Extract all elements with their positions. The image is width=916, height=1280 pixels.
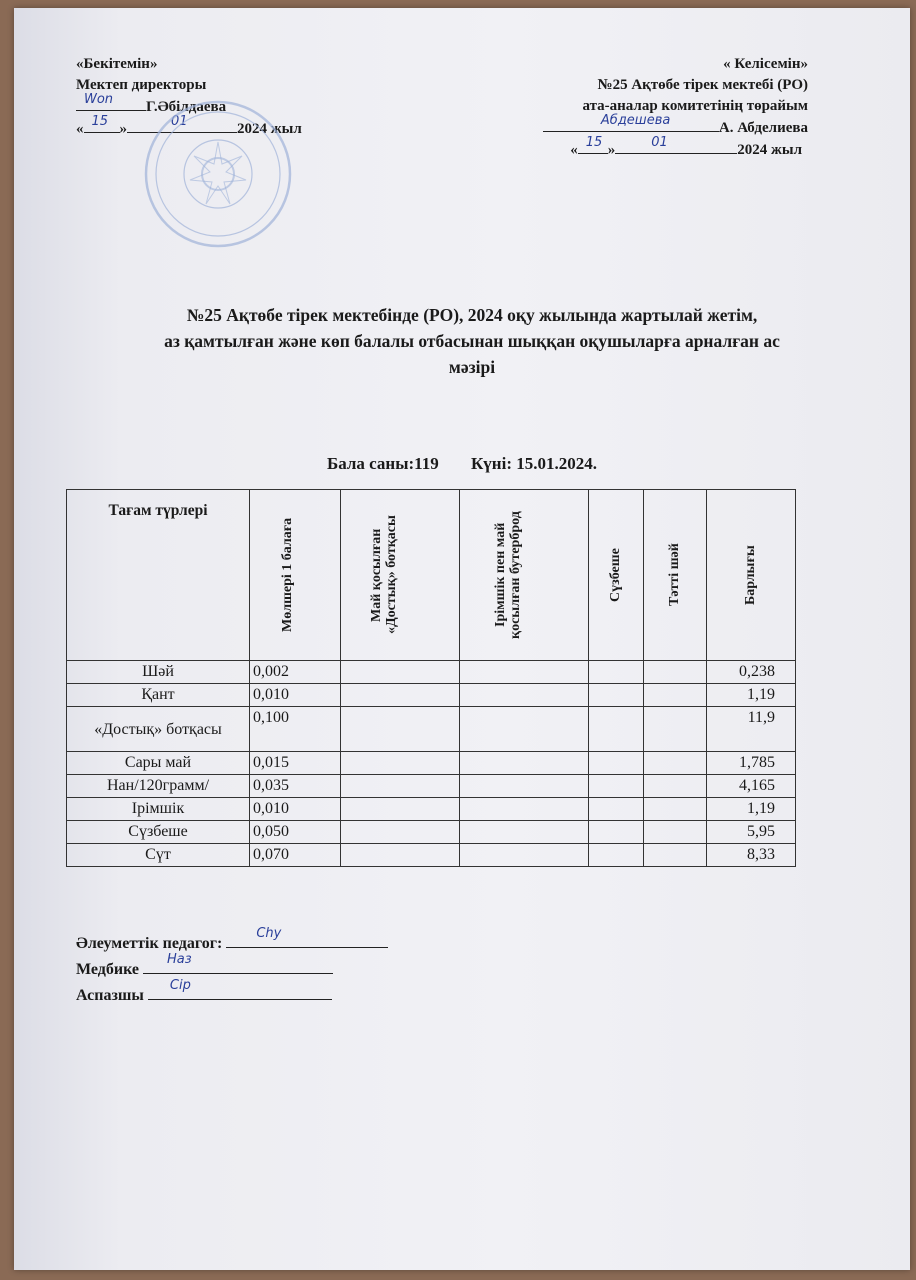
table-cell: [644, 661, 707, 684]
approval-month: 01: [171, 114, 188, 129]
table-cell: 0,238: [707, 661, 796, 684]
table-cell: [644, 844, 707, 867]
table-cell: 0,035: [250, 775, 341, 798]
table-row: [67, 684, 796, 707]
table-header-row: [67, 490, 796, 661]
table-cell: Сүт: [67, 844, 250, 867]
table-cell: Ірімшік: [67, 798, 250, 821]
table-cell: Сары май: [67, 752, 250, 775]
document-title: №25 Ақтөбе тірек мектебінде (РО), 2024 оқу жылында жартылай жетім, аз қамтылған және көп балалы отбасынан шыққан оқушыларға арналған ас мәзірі: [164, 305, 780, 377]
document-page: [14, 8, 910, 1270]
approval-heading: «Бекітемін»: [76, 56, 158, 72]
table-cell: [589, 661, 644, 684]
table-cell: [589, 821, 644, 844]
table-row: [67, 821, 796, 844]
table-cell: Нан/120грамм/: [67, 775, 250, 798]
column-header-sandwich: Ірімшік пен май қосылған бутерброд: [460, 490, 589, 661]
agreement-date: « 15 » 01 2024 жыл: [543, 139, 802, 161]
table-cell: [644, 707, 707, 752]
table-cell: [341, 684, 460, 707]
agreement-school: №25 Ақтөбе тірек мектебі (РО): [597, 77, 808, 93]
table-cell: [341, 844, 460, 867]
menu-table: [66, 489, 796, 867]
table-row: [67, 775, 796, 798]
table-cell: [460, 661, 589, 684]
table-cell: [341, 775, 460, 798]
table-cell: 11,9: [707, 707, 796, 752]
table-cell: 1,19: [707, 798, 796, 821]
nurse-signature-line: Медбике Наз: [76, 957, 388, 983]
column-header-sweet-tea: Тәтті шәй: [644, 490, 707, 661]
nurse-signature: Наз: [167, 952, 192, 967]
table-cell: [589, 684, 644, 707]
table-cell: 0,070: [250, 844, 341, 867]
approval-year: 2024 жыл: [237, 121, 302, 137]
signature-blank: [76, 92, 146, 111]
table-cell: [460, 775, 589, 798]
table-cell: [644, 821, 707, 844]
table-cell: [589, 707, 644, 752]
signature-blank: [543, 113, 719, 132]
table-row: [67, 707, 796, 752]
committee-signature: Абдешева: [600, 113, 671, 128]
table-cell: [341, 821, 460, 844]
menu-meta: [14, 454, 910, 474]
pedagogue-signature-line: Әлеуметтік педагог: Chy: [76, 931, 388, 957]
table-cell: 0,050: [250, 821, 341, 844]
director-signature: Won: [84, 92, 114, 107]
table-row: [67, 661, 796, 684]
table-cell: 0,010: [250, 798, 341, 821]
agreement-signature-line: [543, 113, 808, 139]
approval-date: « 15 » 01 2024 жыл: [76, 118, 302, 140]
table-cell: [341, 661, 460, 684]
agreement-block: [543, 54, 808, 161]
column-header-food: Тағам түрлері: [67, 490, 250, 661]
table-row: [67, 752, 796, 775]
cook-signature: Сір: [169, 978, 191, 993]
table-row: [67, 798, 796, 821]
table-cell: «Достық» ботқасы: [67, 707, 250, 752]
table-cell: [460, 684, 589, 707]
pedagogue-signature: Chy: [256, 926, 282, 941]
approval-day: 15: [91, 114, 109, 129]
table-cell: [589, 775, 644, 798]
table-cell: [460, 752, 589, 775]
table-cell: [644, 798, 707, 821]
table-cell: 0,002: [250, 661, 341, 684]
table-cell: [460, 798, 589, 821]
column-header-amount: Мөлшері 1 балаға: [250, 490, 341, 661]
table-cell: 8,33: [707, 844, 796, 867]
table-cell: [644, 752, 707, 775]
table-cell: 1,19: [707, 684, 796, 707]
table-cell: 1,785: [707, 752, 796, 775]
agreement-day: 15: [585, 135, 603, 150]
official-stamp-icon: [142, 98, 294, 250]
table-cell: Сүзбеше: [67, 821, 250, 844]
column-header-syrniki: Сүзбеше: [589, 490, 644, 661]
agreement-position: ата-аналар комитетінің төрайым: [582, 98, 808, 114]
table-cell: [341, 752, 460, 775]
table-cell: [341, 798, 460, 821]
table-cell: 5,95: [707, 821, 796, 844]
table-cell: Қант: [67, 684, 250, 707]
table-cell: [460, 844, 589, 867]
agreement-heading: « Келісемін»: [723, 56, 808, 72]
table-cell: [644, 684, 707, 707]
table-cell: 0,015: [250, 752, 341, 775]
table-cell: [589, 844, 644, 867]
table-cell: Шәй: [67, 661, 250, 684]
director-name: Г.Әбілдаева: [146, 99, 227, 115]
cook-signature-line: Аспазшы Сір: [76, 983, 388, 1009]
table-cell: [341, 707, 460, 752]
signatures-block: [76, 926, 388, 1009]
agreement-month: 01: [651, 135, 668, 150]
children-count: Бала саны:119: [327, 454, 439, 473]
table-cell: [644, 775, 707, 798]
table-cell: 4,165: [707, 775, 796, 798]
table-row: [67, 844, 796, 867]
committee-chair-name: А. Абделиева: [718, 120, 808, 136]
menu-date: Күні: 15.01.2024.: [470, 454, 597, 473]
table-cell: [589, 752, 644, 775]
table-cell: [460, 821, 589, 844]
table-cell: [460, 707, 589, 752]
agreement-year: 2024 жыл: [737, 142, 802, 158]
column-header-porridge: Май қосылған «Достық» ботқасы: [341, 490, 460, 661]
table-cell: [589, 798, 644, 821]
table-cell: 0,010: [250, 684, 341, 707]
column-header-total: Барлығы: [707, 490, 796, 661]
table-cell: 0,100: [250, 707, 341, 752]
approval-position: Мектеп директоры: [76, 77, 207, 93]
